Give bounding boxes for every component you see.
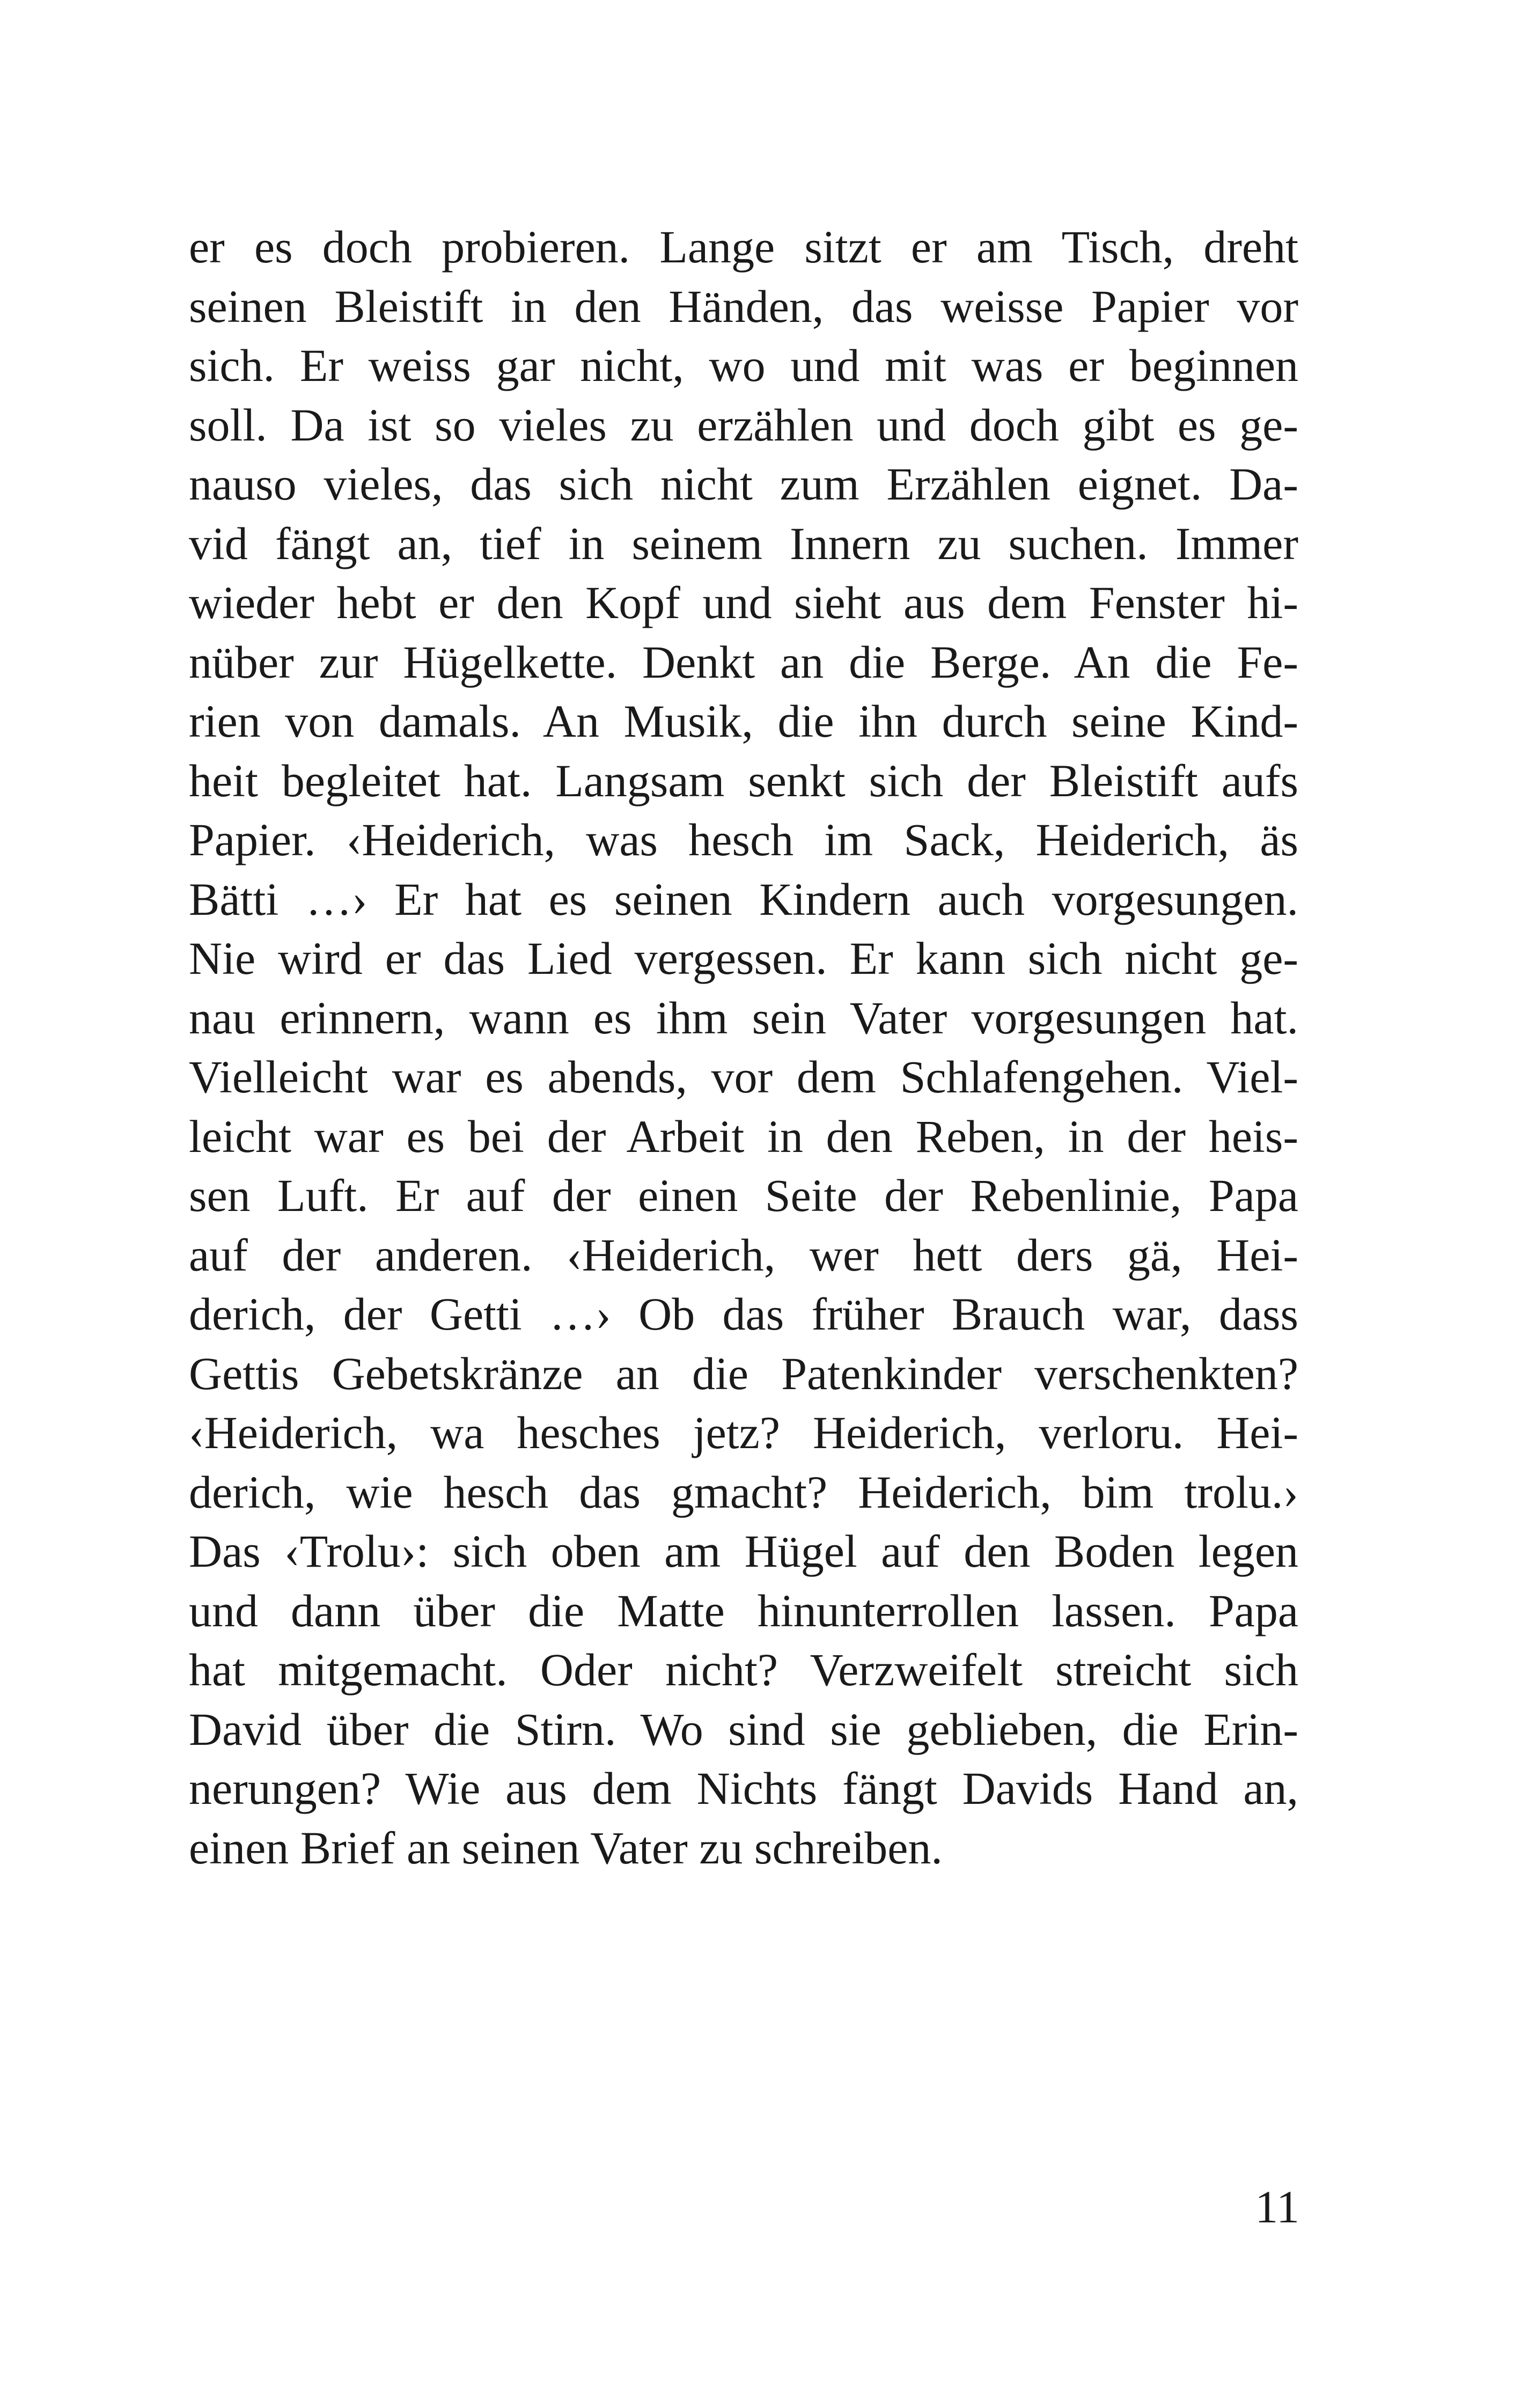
- text-line-3: sich. Er weiss gar nicht, wo und mit was er beginnen: [189, 340, 1298, 391]
- text-line-26: David über die Stirn. Wo sind sie geblieben, die Erin-: [189, 1703, 1298, 1755]
- body-paragraph: [189, 217, 1298, 1877]
- text-line-14: nau erinnern, wann es ihm sein Vater vorgesungen hat.: [189, 992, 1298, 1044]
- text-line-5: nauso vieles, das sich nicht zum Erzählen eignet. Da-: [189, 458, 1298, 510]
- text-line-13: Nie wird er das Lied vergessen. Er kann sich nicht ge-: [189, 933, 1298, 984]
- text-line-1: er es doch probieren. Lange sitzt er am Tisch, dreht: [189, 221, 1298, 273]
- text-line-10: heit begleitet hat. Langsam senkt sich der Bleistift aufs: [189, 754, 1298, 806]
- text-line-6: vid fängt an, tief in seinem Innern zu suchen. Immer: [189, 517, 1298, 569]
- text-line-11: Papier. ‹Heiderich, was hesch im Sack, Heiderich, äs: [189, 814, 1298, 865]
- text-line-18: auf der anderen. ‹Heiderich, wer hett ders gä, Hei-: [189, 1229, 1298, 1281]
- text-line-19: derich, der Getti …› Ob das früher Brauch war, dass: [189, 1288, 1298, 1340]
- text-line-15: Vielleicht war es abends, vor dem Schlafengehen. Viel-: [189, 1051, 1298, 1103]
- text-line-16: leicht war es bei der Arbeit in den Reben, in der heis-: [189, 1110, 1298, 1162]
- text-line-28: einen Brief an seinen Vater zu schreiben.: [189, 1822, 943, 1874]
- text-line-7: wieder hebt er den Kopf und sieht aus dem Fenster hi-: [189, 577, 1298, 628]
- text-line-22: derich, wie hesch das gmacht? Heiderich, bim trolu.›: [189, 1466, 1298, 1518]
- text-line-23: Das ‹Trolu›: sich oben am Hügel auf den Boden legen: [189, 1525, 1298, 1577]
- text-line-24: und dann über die Matte hinunterrollen lassen. Papa: [189, 1584, 1298, 1636]
- text-line-21: ‹Heiderich, wa hesches jetz? Heiderich, verloru. Hei-: [189, 1407, 1298, 1458]
- text-line-27: nerungen? Wie aus dem Nichts fängt Davids Hand an,: [189, 1763, 1298, 1814]
- page-number: 11: [1255, 2181, 1299, 2233]
- text-line-20: Gettis Gebetskränze an die Patenkinder verschenkten?: [189, 1347, 1298, 1399]
- text-line-4: soll. Da ist so vieles zu erzählen und doch gibt es ge-: [189, 399, 1298, 451]
- text-line-8: nüber zur Hügelkette. Denkt an die Berge. An die Fe-: [189, 636, 1298, 688]
- text-line-17: sen Luft. Er auf der einen Seite der Rebenlinie, Papa: [189, 1170, 1298, 1221]
- text-line-25: hat mitgemacht. Oder nicht? Verzweifelt streicht sich: [189, 1644, 1298, 1695]
- text-line-2: seinen Bleistift in den Händen, das weisse Papier vor: [189, 280, 1298, 332]
- text-line-12: Bätti …› Er hat es seinen Kindern auch vorgesungen.: [189, 873, 1298, 925]
- text-line-9: rien von damals. An Musik, die ihn durch seine Kind-: [189, 695, 1298, 747]
